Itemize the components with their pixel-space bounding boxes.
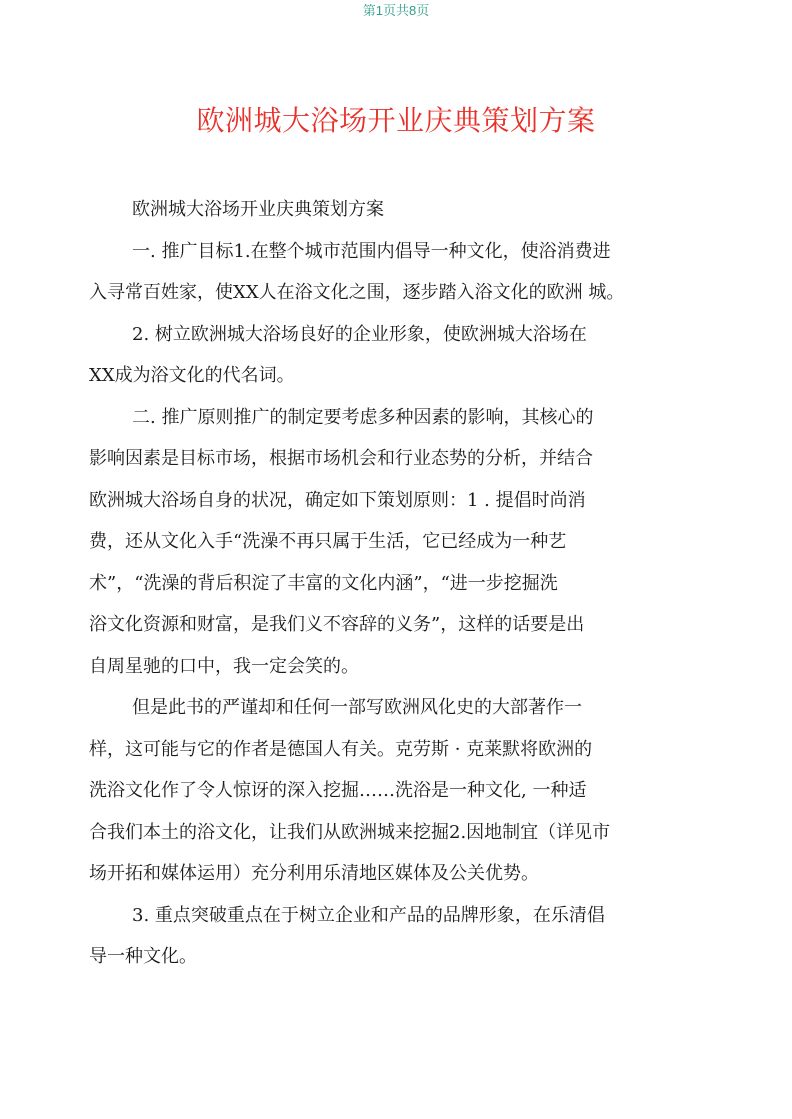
body-line: 术”，“洗澡的背后积淀了丰富的文化内涵”，“进一步挖掘洗 <box>89 572 558 594</box>
body-line: XX成为浴文化的代名词。 <box>89 365 295 386</box>
body-line: 欧洲城大浴场自身的状况，确定如下策划原则：1 . 提倡时尚消 <box>89 489 586 511</box>
body-line: 费，还从文化入手“洗澡不再只属于生活，它已经成为一种艺 <box>89 531 567 552</box>
body-line: 自周星驰的口中，我一定会笑的。 <box>89 655 359 677</box>
body-line: 二. 推广原则推广的制定要考虑多种因素的影响，其核心的 <box>132 406 594 428</box>
page-indicator: 第1页共8页 <box>362 3 430 18</box>
body-line-subtitle: 欧洲城大浴场开业庆典策划方案 <box>132 199 384 220</box>
body-line: 影响因素是目标市场，根据市场机会和行业态势的分析，并结合 <box>89 448 593 469</box>
body-line: 3. 重点突破重点在于树立企业和产品的品牌形象，在乐清倡 <box>132 904 605 926</box>
document-body <box>89 189 669 978</box>
body-line: 合我们本土的浴文化，让我们从欧洲城来挖掘2.因地制宜（详见市 <box>89 821 611 843</box>
body-line: 洗浴文化作了令人惊讶的深入挖掘……洗浴是一种文化, 一种适 <box>89 780 587 801</box>
body-line: 入寻常百姓家，使XX人在浴文化之围，逐步踏入浴文化的欧洲 城。 <box>89 282 625 303</box>
body-line: 导一种文化。 <box>89 946 197 967</box>
body-line: 一. 推广目标1.在整个城市范围内倡导一种文化，使浴消费进 <box>132 240 611 262</box>
body-line: 浴文化资源和财富，是我们义不容辞的义务”，这样的话要是出 <box>89 614 585 635</box>
body-line: 但是此书的严谨却和任何一部写欧洲风化史的大部著作一 <box>132 697 582 718</box>
body-line: 样，这可能与它的作者是德国人有关。克劳斯 · 克莱默将欧洲的 <box>89 738 593 760</box>
document-title: 欧洲城大浴场开业庆典策划方案 <box>196 104 596 137</box>
body-line: 场开拓和媒体运用）充分利用乐清地区媒体及公关优势。 <box>89 863 539 884</box>
body-line: 2. 树立欧洲城大浴场良好的企业形象，使欧洲城大浴场在 <box>132 323 587 345</box>
